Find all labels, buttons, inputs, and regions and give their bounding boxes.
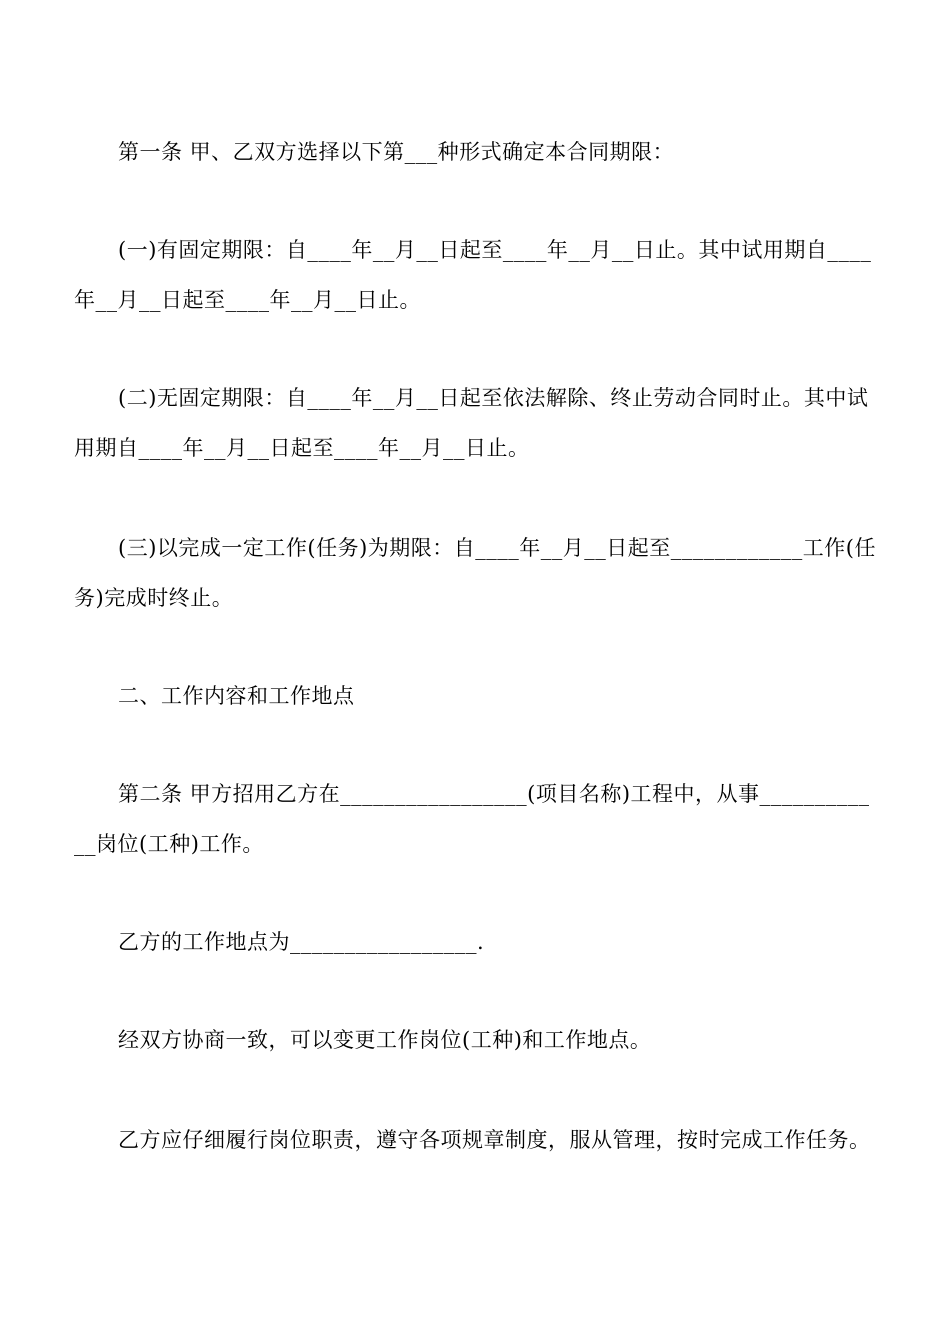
task-based-term-clause: (三)以完成一定工作(任务)为期限：自____年__月__日起至____________工作(任务)完成时终止。 [74,536,876,610]
fixed-term-clause: (一)有固定期限：自____年__月__日起至____年__月__日止。其中试用期自____年__月__日起至____年__月__日止。 [74,238,872,312]
open-ended-term-clause: (二)无固定期限：自____年__月__日起至依法解除、终止劳动合同时止。其中试用期自____年__月__日起至____年__月__日止。 [74,386,869,460]
work-location-clause: 乙方的工作地点为_________________. [118,930,485,954]
duty-compliance-clause: 乙方应仔细履行岗位职责，遵守各项规章制度，服从管理，按时完成工作任务。 [118,1128,871,1152]
section-two-heading: 二、工作内容和工作地点 [118,684,355,708]
article-one-term-selection: 第一条 甲、乙双方选择以下第___种形式确定本合同期限： [118,140,675,164]
change-by-agreement-clause: 经双方协商一致，可以变更工作岗位(工种)和工作地点。 [118,1028,652,1052]
article-two-job-content: 第二条 甲方招用乙方在_________________(项目名称)工程中，从事____________岗位(工种)工作。 [74,782,870,856]
